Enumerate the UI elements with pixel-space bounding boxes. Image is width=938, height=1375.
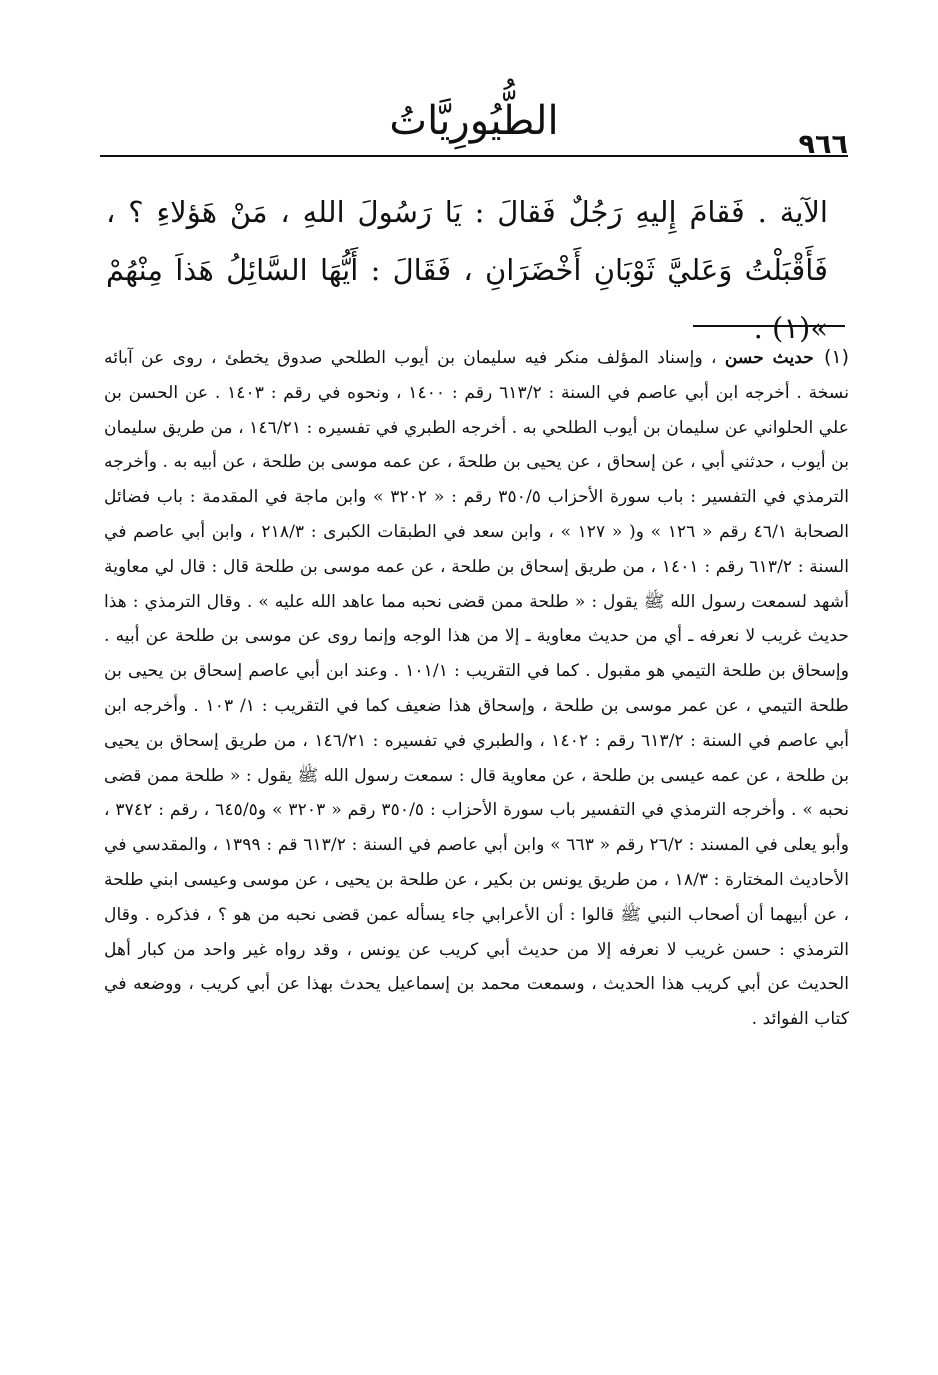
running-title: الطُّيُورِيَّاتُ (389, 98, 559, 144)
page-number: ٩٦٦ (798, 129, 848, 160)
header-divider (100, 155, 848, 157)
main-text-paragraph: الآية . فَقامَ إِليهِ رَجُلٌ فَقالَ : يَا رَسُولَ اللهِ ، مَنْ هَؤلاءِ ؟ ، فَأَقْبَلْتُ وَعَليَّ ثَوْبَانِ أَخْضَرَانِ ، فَقَالَ : أَيُّهَا السَّائِلُ هَذاَ مِنْهُمْ »(١) . (106, 195, 828, 345)
page-header (100, 95, 848, 160)
footnote-divider (693, 325, 845, 327)
footnote-marker: (١) (823, 346, 849, 368)
footnote-lead: حديث حسن (724, 348, 814, 368)
footnote (104, 340, 849, 1037)
footnote-text: ، وإسناد المؤلف منكر فيه سليمان بن أيوب الطلحي صدوق يخطئ ، روى عن آبائه نسخة . أخرجه ابن أبي عاصم في السنة : ٦١٣/٢ رقم : ١٤٠٠ ، ونحوه في رقم : ١٤٠٣ . عن الحسن بن علي الحلواني عن سليمان بن أيوب الطلحي به . أخرجه الطبري في تفسيره : ١٤٦/٢١ ، من طريق سليمان بن أيوب ، حدثني أبي ، عن إسحاق ، عن يحيى بن طلحةَ ، عن عمه موسى بن طلحة ، عن أبيه به . وأخرجه الترمذي في التفسير : باب سورة الأحزاب ٣٥٠/٥ رقم : « ٣٢٠٢ » وابن ماجة في المقدمة : باب فضائل الصحابة ٤٦/١ رقم « ١٢٦ » و( « ١٢٧ » ، وابن سعد في الطبقات الكبرى : ٢١٨/٣ ، وابن أبي عاصم في السنة : ٦١٣/٢ رقم : ١٤٠١ ، من طريق إسحاق بن طلحة ، عن عمه موسى بن طلحة قال : قال لي معاوية أشهد لسمعت رسول الله ﷺ يقول : « طلحة ممن قضى نحبه مما عاهد الله عليه » . وقال الترمذي : هذا حديث غريب لا نعرفه ـ أي من حديث معاوية ـ إلا من هذا الوجه وإنما روى عن موسى بن طلحة عن أبيه . وإسحاق بن طلحة التيمي هو مقبول . كما في التقريب : ١٠١/١ . وعند ابن أبي عاصم إسحاق بن يحيى بن طلحة التيمي ، عن عمر موسى بن طلحة ، وإسحاق هذا ضعيف كما في التقريب : ١/ ١٠٣ . وأخرجه ابن أبي عاصم في السنة : ٦١٣/٢ رقم : ١٤٠٢ ، والطبري في تفسيره : ١٤٦/٢١ ، من طريق إسحاق بن يحيى بن طلحة ، عن عمه عيسى بن طلحة ، عن معاوية قال : سمعت رسول الله ﷺ يقول : « طلحة ممن قضى نحبه » . وأخرجه الترمذي في التفسير باب سورة الأحزاب : ٣٥٠/٥ رقم « ٣٢٠٣ » و٦٤٥/٥ ، رقم : ٣٧٤٢ ، وأبو يعلى في المسند : ٢٦/٢ رقم « ٦٦٣ » وابن أبي عاصم في السنة : ٦١٣/٢ قم : ١٣٩٩ ، والمقدسي في الأحاديث المختارة : ١٨/٣ ، من طريق يونس بن بكير ، عن طلحة بن يحيى ، عن موسى وعيسى ابني طلحة ، عن أبيهما أن أصحاب النبي ﷺ قالوا : أن الأعرابي جاء يسأله عمن قضى نحبه من هو ؟ ، فذكره . وقال الترمذي : حسن غريب لا نعرفه إلا من حديث أبي كريب عن يونس ، وقد رواه غير واحد من كبار أهل الحديث عن أبي كريب هذا الحديث ، وسمعت محمد بن إسماعيل يحدث بهذا عن أبي كريب ، ووضعه في كتاب الفوائد . (104, 348, 850, 1030)
